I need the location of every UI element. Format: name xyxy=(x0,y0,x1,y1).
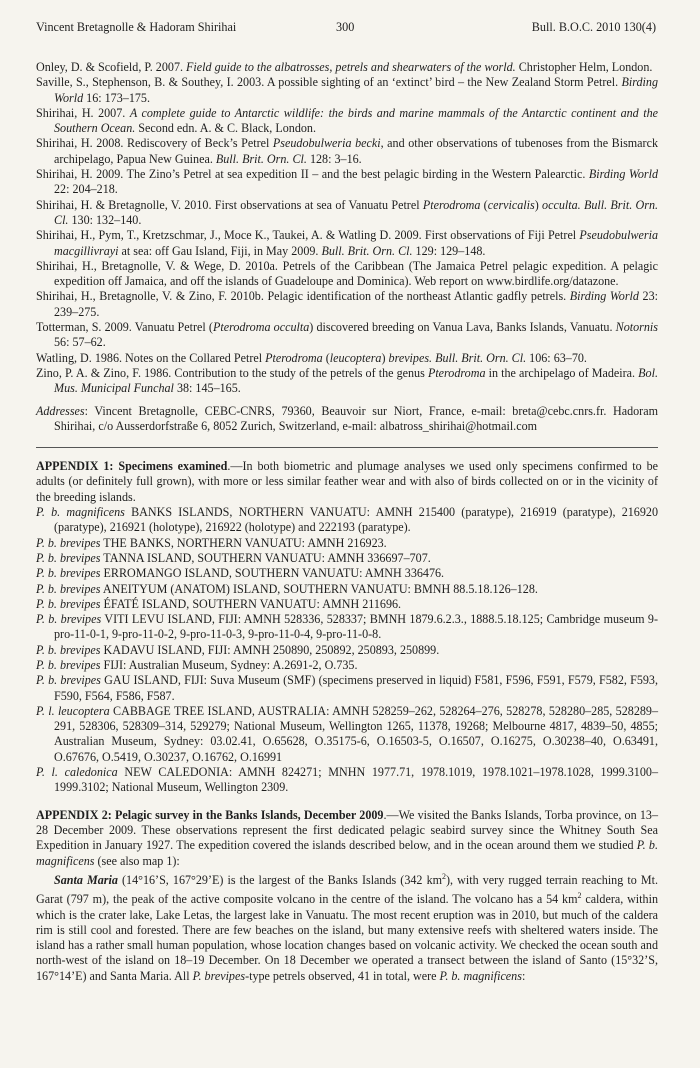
reference-list xyxy=(36,60,658,397)
page-body xyxy=(36,60,658,984)
reference-item: Shirihai, H. 2008. Rediscovery of Beck’s Petrel Pseudobulweria becki, and other observations of tubenoses from the Bismarck archipelago, Papua New Guinea. Bull. Brit. Orn. Cl. 128: 3–16. xyxy=(36,136,658,166)
specimen-entry: P. b. brevipes KADAVU ISLAND, FIJI: AMNH 250890, 250892, 250893, 250899. xyxy=(36,642,440,657)
reference-item: Watling, D. 1986. Notes on the Collared Petrel Pterodroma (leucoptera) brevipes. Bull. Brit. Orn. Cl. 106: 63–70. xyxy=(36,350,587,365)
appendix-2 xyxy=(36,808,658,984)
appendix-2-title: APPENDIX 2: Pelagic survey in the Banks Islands, December 2009 xyxy=(36,807,384,822)
specimen-entry: P. b. brevipes GAU ISLAND, FIJI: Suva Museum (SMF) (specimens preserved in liquid) F581, F596, F591, F579, F582, F593, F590, F564, F586, F587. xyxy=(36,673,658,703)
specimen-entry: P. b. magnificens BANKS ISLANDS, NORTHERN VANUATU: AMNH 215400 (paratype), 216919 (paratype), 216920 (paratype), 216921 (holotype), 216922 (holotype) and 222193 (paratype). xyxy=(36,505,658,535)
reference-item: Shirihai, H. 2007. A complete guide to Antarctic wildlife: the birds and marine mammals of the Antarctic continent and the Southern Ocean. Second edn. A. & C. Black, London. xyxy=(36,105,659,136)
specimen-entry: P. b. brevipes THE BANKS, NORTHERN VANUATU: AMNH 216923. xyxy=(36,535,387,550)
santa-maria-heading: Santa Maria xyxy=(54,872,118,887)
specimen-entry: P. b. brevipes ÉFATÉ ISLAND, SOUTHERN VANUATU: AMNH 211696. xyxy=(36,596,402,611)
author-addresses xyxy=(36,404,658,435)
specimen-entry: P. b. brevipes ERROMANGO ISLAND, SOUTHERN VANUATU: AMNH 336476. xyxy=(36,566,445,581)
addresses-text: : Vincent Bretagnolle, CEBC-CNRS, 79360, Beauvoir sur Niort, France, e-mail: breta@cebc.cnrs.fr. Hadoram Shirihai, c/o Ausserdorfstraße 6, 8052 Zurich, Switzerland, e-mail: albatross_shirihai@hotmail.com xyxy=(54,403,658,433)
reference-item: Shirihai, H. & Bretagnolle, V. 2010. First observations at sea of Vanuatu Petrel Pterodroma (cervicalis) occulta. Bull. Brit. Orn. Cl. 130: 132–140. xyxy=(36,197,659,227)
header-journal: Bull. B.O.C. 2010 130(4) xyxy=(531,20,656,34)
reference-item: Saville, S., Stephenson, B. & Southey, I. 2003. A possible sighting of an ‘extinct’ bird – the New Zealand Storm Petrel. Birding World 16: 173–175. xyxy=(36,75,658,105)
reference-item: Totterman, S. 2009. Vanuatu Petrel (Pterodroma occulta) discovered breeding on Vanua Lava, Banks Islands, Vanuatu. Notornis 56: 57–62. xyxy=(36,320,658,350)
appendix-1-title: APPENDIX 1: Specimens examined xyxy=(36,459,228,474)
section-divider xyxy=(36,447,658,448)
appendix-2-intro: APPENDIX 2: Pelagic survey in the Banks Islands, December 2009.—We visited the Banks Islands, Torba province, on 13–28 December 2009. These observations represent the first dedicated pelagic seabird survey since the Whitney South Sea Expedition in January 1927. The expedition covered the islands described below, and in the ocean around them we studied P. b. magnificens (see also map 1): xyxy=(36,807,658,868)
reference-item: Shirihai, H. 2009. The Zino’s Petrel at sea expedition II – and the best pelagic birding in the Western Palearctic. Birding World 22: 204–218. xyxy=(36,167,659,197)
specimen-entry: P. b. brevipes VITI LEVU ISLAND, FIJI: AMNH 528336, 528337; BMNH 1879.6.2.3., 1888.5.18.125; Cambridge museum 9-pro-11-0-1, 9-pro-11-0-2, 9-pro-11-0-3, 9-pro-11-0-4, 9-pro-11-0-8. xyxy=(36,612,659,642)
page-number: 300 xyxy=(336,20,355,34)
reference-item: Onley, D. & Scofield, P. 2007. Field guide to the albatrosses, petrels and shearwaters of the world. Christopher Helm, London. xyxy=(36,60,653,74)
specimen-entry: P. b. brevipes ANEITYUM (ANATOM) ISLAND, SOUTHERN VANUATU: BMNH 88.5.18.126–128. xyxy=(36,581,538,596)
appendix-1 xyxy=(36,459,658,796)
reference-item: Shirihai, H., Bretagnolle, V. & Wege, D. 2010a. Petrels of the Caribbean (The Jamaica Petrel pelagic expedition. A pelagic expedition off Jamaica, and off the islands of Guadeloupe and Dominica). Web report on www.birdlife.org/datazone. xyxy=(36,258,658,289)
reference-item: Shirihai, H., Bretagnolle, V. & Zino, F. 2010b. Pelagic identification of the northeast Atlantic gadfly petrels. Birding World 23: 239–275. xyxy=(36,289,658,319)
specimen-entry: P. l. caledonica NEW CALEDONIA: AMNH 824271; MNHN 1977.71, 1978.1019, 1978.1021–1978.1028, 1999.3100–1999.3102; National Museum, Wellington 2309. xyxy=(36,765,658,795)
header-authors: Vincent Bretagnolle & Hadoram Shirihai xyxy=(36,20,237,34)
specimen-entry: P. l. leucoptera CABBAGE TREE ISLAND, AUSTRALIA: AMNH 528259–262, 528264–276, 528278, 528280–285, 528289–291, 528306, 528309–314, 529279; National Museum, Wellington 1265, 11378, 19268; Melbourne 4817, 4839–50, 4855; Australian Museum, Sydney: 03.02.41, O.65628, O.35175-6, O.16503-5, O.16507, O.16275, O.30238–40, O.63491, O.67676, O.5419, O.30237, O.16762, O.16991 xyxy=(36,703,659,764)
running-header xyxy=(36,20,656,36)
reference-item: Shirihai, H., Pym, T., Kretzschmar, J., Moce K., Taukei, A. & Watling D. 2009. First observations of Fiji Petrel Pseudobulweria macgillivrayi at sea: off Gau Island, Fiji, in May 2009. Bull. Brit. Orn. Cl. 129: 129–148. xyxy=(36,228,658,258)
appendix-1-intro: APPENDIX 1: Specimens examined.—In both biometric and plumage analyses we used only specimens confirmed to be adults (or definitely full grown), with more or less similar feather wear and with also of birds collected on or in the vicinity of the breeding islands. xyxy=(36,459,659,504)
specimen-entry: P. b. brevipes TANNA ISLAND, SOUTHERN VANUATU: AMNH 336697–707. xyxy=(36,550,431,565)
specimen-entry: P. b. brevipes FIJI: Australian Museum, Sydney: A.2691-2, O.735. xyxy=(36,657,358,672)
santa-maria-paragraph: Santa Maria (14°16’S, 167°29’E) is the largest of the Banks Islands (342 $km^2$), with very rugged terrain reaching to Mt. Garat (797 m), the peak of the active composite volcano in the centre of the island. The volcano has a 54 $km^2$ caldera, within which is the crater lake, Lake Letas, the largest lake in Vanuatu. The most recent eruption was in 2010, but much of the caldera rim is still cool and forested. There are few beaches on the island, but many extensive reefs with sheltered waters inside. The island has a rather small human population, whose location changes based on volcanic activity. We checked the ocean south and north-west of the island on 18–19 December. On 18 December we operated a transect between the island of Santo (15°32’S, 167°14’E) and Santa Maria. All P. brevipes-type petrels observed, 41 in total, were P. b. magnificens: xyxy=(36,871,658,983)
reference-item: Zino, P. A. & Zino, F. 1986. Contribution to the study of the petrels of the genus Pterodroma in the archipelago of Madeira. Bol. Mus. Municipal Funchal 38: 145–165. xyxy=(36,365,658,396)
addresses-label: Addresses xyxy=(36,403,85,418)
